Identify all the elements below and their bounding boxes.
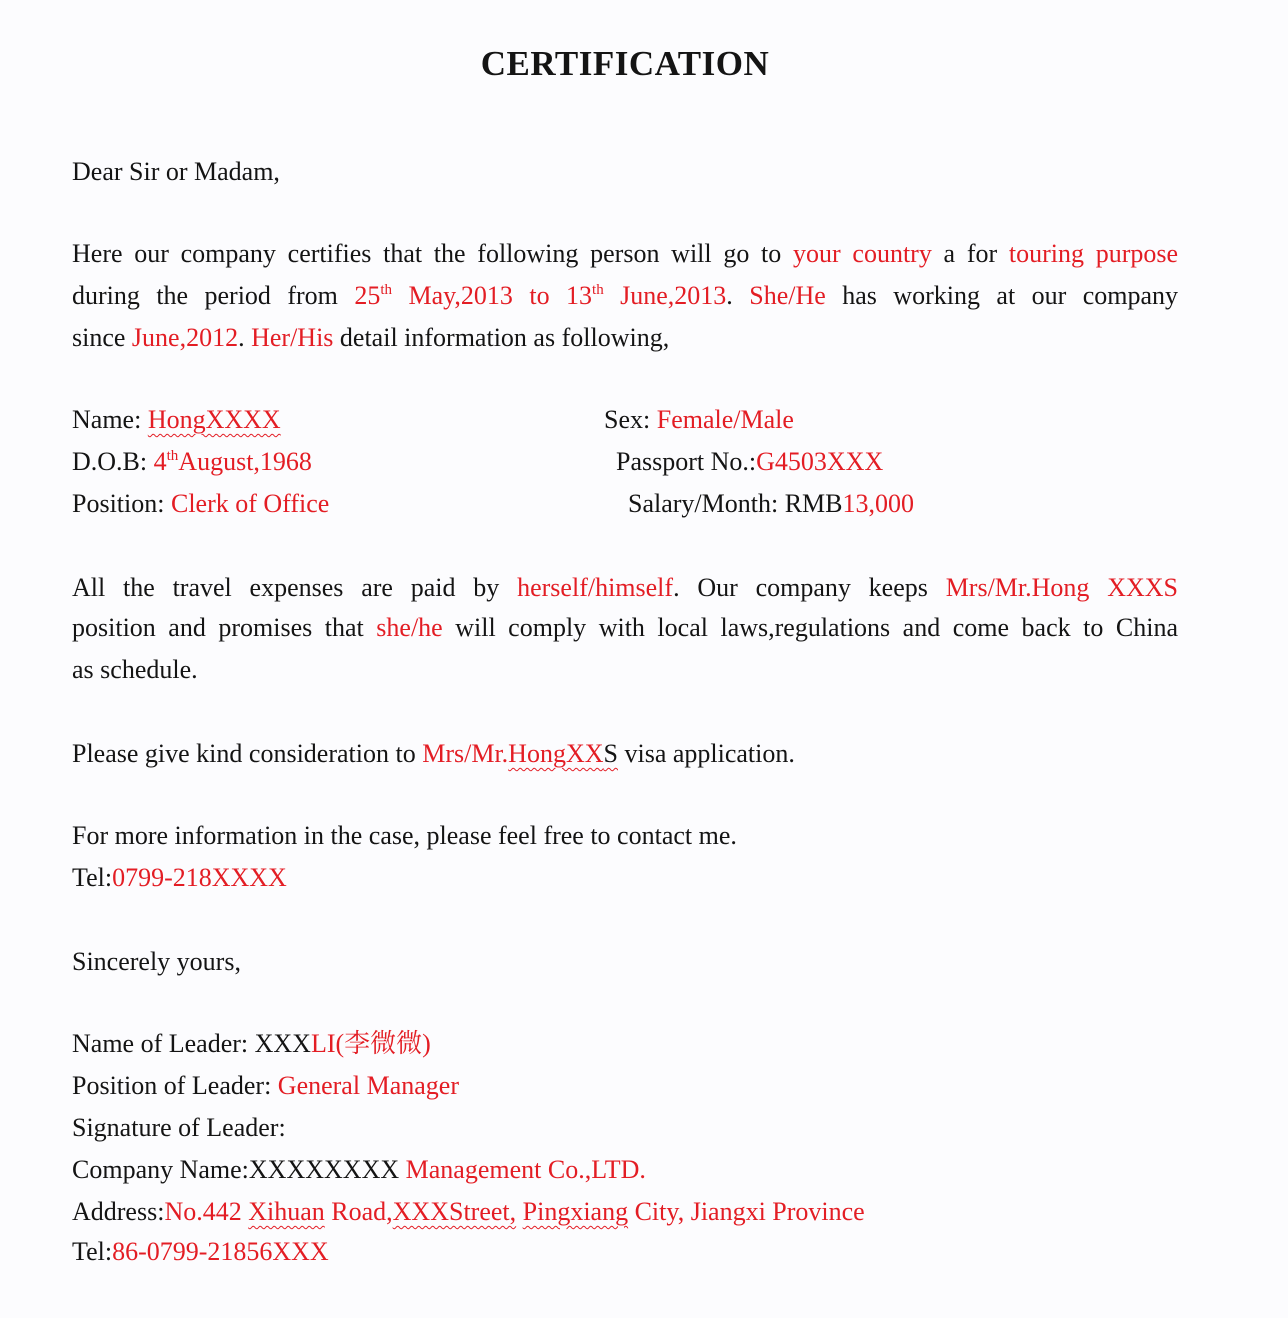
detail-sex xyxy=(604,404,794,436)
text: visa application. xyxy=(617,739,795,768)
salary-field: 13,000 xyxy=(842,489,915,518)
purpose-field: touring purpose xyxy=(1008,239,1179,268)
text: Please give kind consideration to xyxy=(72,739,423,768)
leader-position-field: General Manager xyxy=(277,1071,459,1100)
tel-field: 0799-218XXXX xyxy=(112,863,287,892)
label: Sex: xyxy=(604,405,657,434)
applicant-name-field: HongXXXX xyxy=(147,405,281,434)
detail-dob xyxy=(72,446,312,478)
position-field: Clerk of Office xyxy=(170,489,330,518)
destination-field: your country xyxy=(793,239,932,268)
label: D.O.B: xyxy=(72,447,154,476)
text: XXXStreet, xyxy=(392,1197,517,1226)
label: Passport No.: xyxy=(616,447,757,476)
label: Address: xyxy=(72,1197,165,1226)
address-field xyxy=(164,1197,864,1226)
company-tel-field: 86-0799-21856XXX xyxy=(112,1237,329,1266)
detail-salary xyxy=(628,488,914,520)
leader-signature: Signature of Leader: xyxy=(72,1113,286,1142)
ordinal: th xyxy=(592,282,604,298)
leader-name-field: LI(李微微) xyxy=(310,1029,431,1058)
ordinal: th xyxy=(380,282,393,298)
text: All the travel expenses are paid by xyxy=(72,573,518,602)
end-date: June,2013 xyxy=(603,281,727,310)
text: has working at our company xyxy=(825,281,1178,310)
request-person-prefix: Mrs/Mr. xyxy=(422,739,509,768)
company-name-field: Management Co.,LTD. xyxy=(405,1155,646,1184)
company-name xyxy=(72,1154,646,1186)
payer-field: herself/himself xyxy=(517,573,674,602)
document-title: CERTIFICATION xyxy=(480,44,770,83)
possessive-pronoun-field: Her/His xyxy=(251,323,334,352)
expenses-line-1 xyxy=(72,572,1178,604)
detail-name xyxy=(72,404,281,436)
visa-request xyxy=(72,738,795,770)
text: No.442 xyxy=(164,1197,249,1226)
contact-tel xyxy=(72,862,287,894)
dob-field xyxy=(154,447,312,476)
text: since xyxy=(72,323,132,352)
employment-start-field: June,2012 xyxy=(131,323,239,352)
period-text: May,2013 to 13 xyxy=(392,281,593,310)
intro-line-1 xyxy=(72,238,1178,270)
expenses-line-2 xyxy=(72,612,1178,644)
start-day: 25 xyxy=(354,281,381,310)
label: Position of Leader: xyxy=(72,1071,278,1100)
contact-line: For more information in the case, please feel free to contact me. xyxy=(72,821,737,850)
detail-position xyxy=(72,488,329,520)
label: Name: xyxy=(72,405,148,434)
text: during the period from xyxy=(72,281,355,310)
text: . Our company keeps xyxy=(673,573,946,602)
label: Name of Leader: XXX xyxy=(72,1029,311,1058)
ordinal: th xyxy=(166,448,179,464)
passport-field: G4503XXX xyxy=(756,447,884,476)
closing: Sincerely yours, xyxy=(72,947,241,976)
detail-passport xyxy=(616,446,883,478)
text: position and promises that xyxy=(72,613,377,642)
text: . xyxy=(726,281,750,310)
request-person-suffix: S xyxy=(603,739,618,768)
expenses-line-3: as schedule. xyxy=(72,655,198,684)
travel-period-field xyxy=(354,281,726,310)
text: will comply with local laws,regulations and come back to China xyxy=(442,613,1179,642)
pronoun-field: She/He xyxy=(749,281,826,310)
text: Xihuan xyxy=(248,1197,325,1226)
salutation: Dear Sir or Madam, xyxy=(72,157,280,186)
dob-rest: August,1968 xyxy=(178,447,312,476)
dob-day: 4 xyxy=(153,447,167,476)
label: Salary/Month: RMB xyxy=(628,489,843,518)
sex-field: Female/Male xyxy=(656,405,794,434)
intro-line-3 xyxy=(72,322,669,354)
company-address xyxy=(72,1196,865,1228)
leader-position xyxy=(72,1070,459,1102)
label: Tel: xyxy=(72,863,113,892)
text: . xyxy=(238,323,252,352)
text: a for xyxy=(931,239,1009,268)
text: City, Jiangxi Province xyxy=(628,1197,865,1226)
label: Tel: xyxy=(72,1237,113,1266)
pronoun-field: she/he xyxy=(376,613,443,642)
company-tel xyxy=(72,1236,329,1268)
text: Pingxiang xyxy=(522,1197,629,1226)
request-person-name: HongXX xyxy=(508,739,604,768)
label: Company Name:XXXXXXXX xyxy=(72,1155,406,1184)
label: Position: xyxy=(72,489,171,518)
text: detail information as following, xyxy=(333,323,670,352)
text: Here our company certifies that the following person will go to xyxy=(72,239,794,268)
applicant-title-field: Mrs/Mr.Hong XXXS xyxy=(945,573,1179,602)
text: Road, xyxy=(324,1197,393,1226)
intro-line-2 xyxy=(72,280,1178,312)
leader-name xyxy=(72,1028,431,1060)
